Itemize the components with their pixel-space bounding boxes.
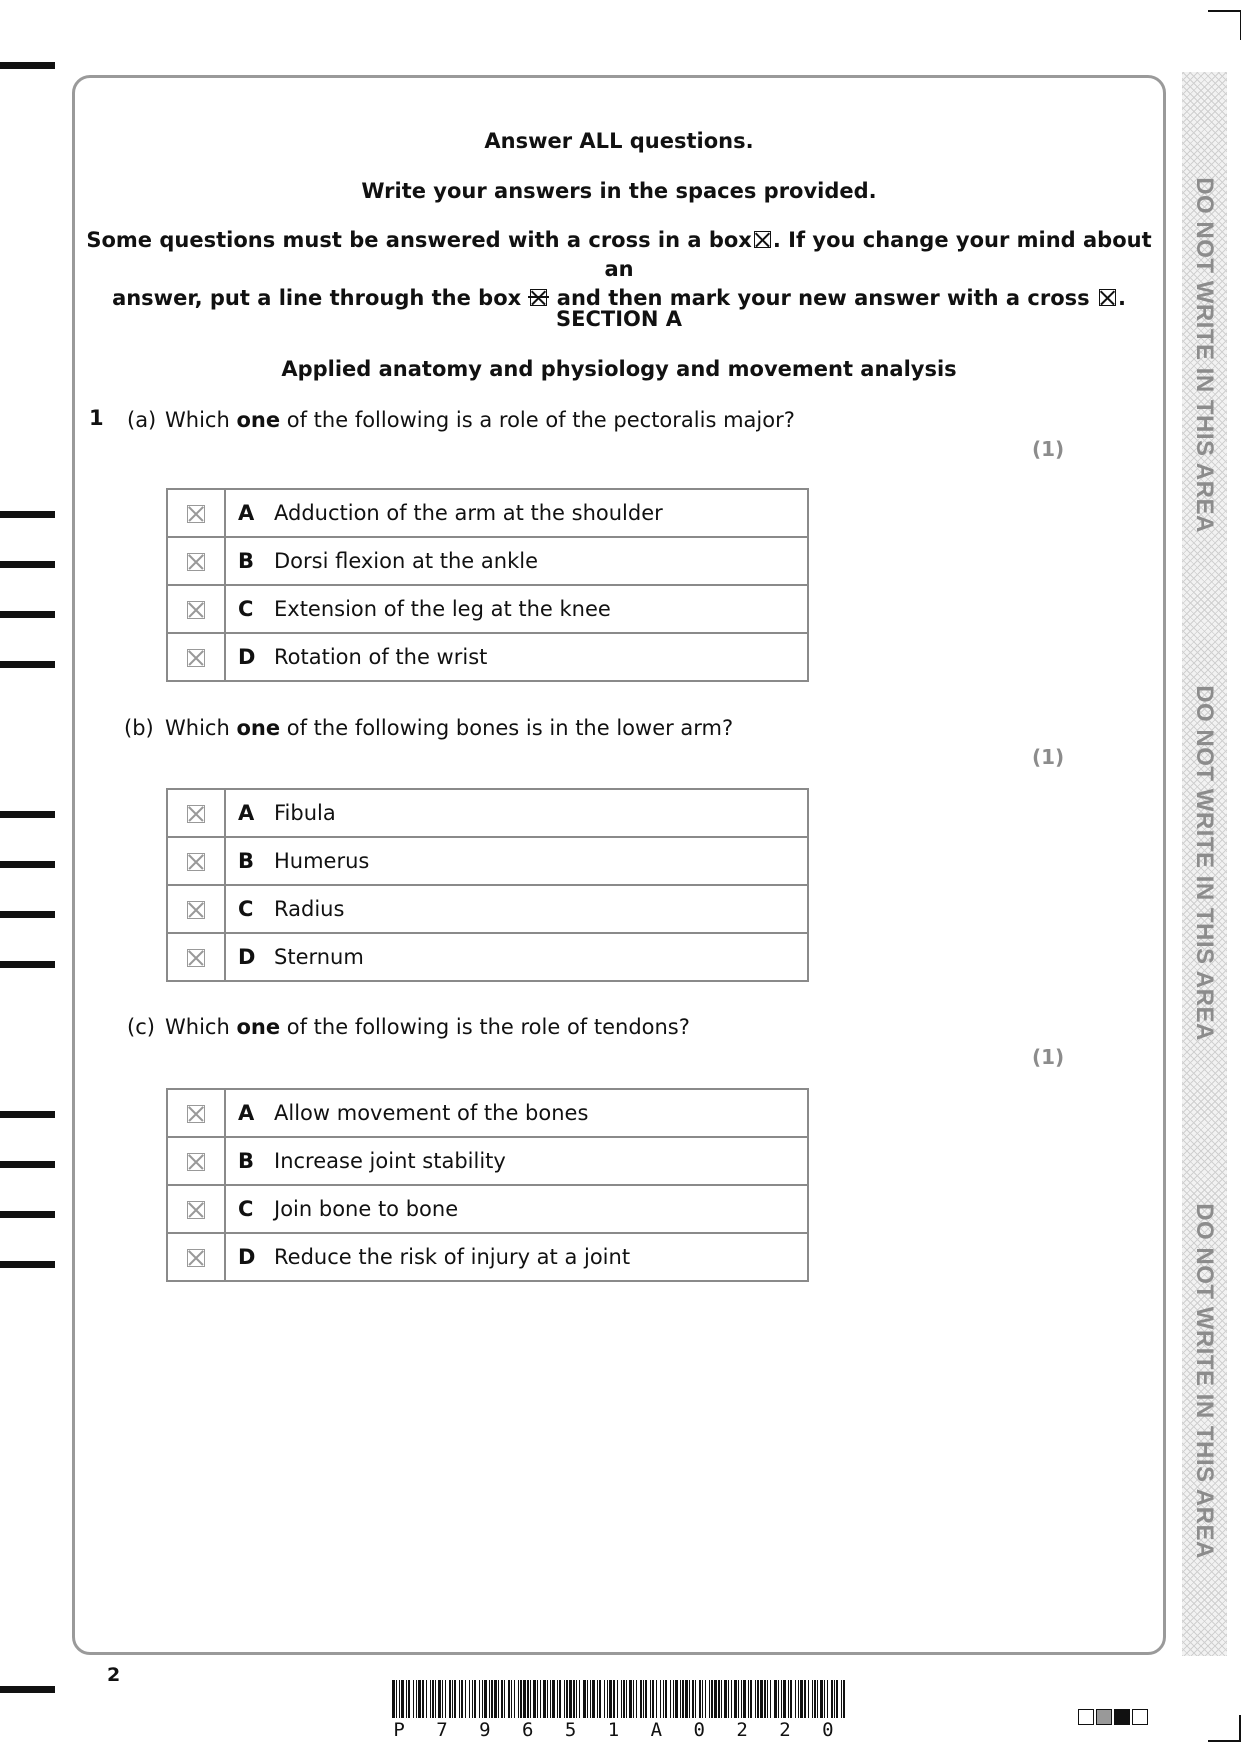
option-text: Increase joint stability [274, 1149, 506, 1173]
crop-mark-top [1208, 10, 1241, 12]
option-row[interactable] [167, 837, 808, 885]
answer-checkbox-icon[interactable] [187, 553, 205, 571]
margin-tick [0, 511, 55, 518]
option-letter: A [238, 501, 255, 525]
answer-checkbox-icon[interactable] [187, 805, 205, 823]
instruction-text: Some questions must be answered with a cross in a box [86, 228, 752, 252]
part-a-label: (a) [127, 408, 157, 432]
part-b-marks: (1) [1032, 745, 1065, 769]
option-row[interactable] [167, 885, 808, 933]
section-title: SECTION A [555, 307, 682, 331]
margin-tick [0, 1686, 55, 1693]
margin-tick [0, 911, 55, 918]
instruction-text: . If you change your mind about an [604, 228, 1152, 281]
option-letter: C [238, 1197, 254, 1221]
option-row[interactable] [167, 537, 808, 585]
registration-marker-white [1132, 1709, 1148, 1725]
option-letter: D [238, 645, 256, 669]
option-row[interactable] [167, 1089, 808, 1137]
cross-box-icon [754, 231, 771, 248]
answer-checkbox-icon[interactable] [187, 949, 205, 967]
margin-tick [0, 611, 55, 618]
margin-tick [0, 1111, 55, 1118]
margin-tick [0, 961, 55, 968]
instruction-text: . [1117, 286, 1126, 310]
instruction-text: answer, put a line through the box [112, 286, 522, 310]
option-text: Dorsi flexion at the ankle [274, 549, 538, 573]
answer-checkbox-icon[interactable] [187, 1105, 205, 1123]
part-a-question: Which one of the following is a role of the pectoralis major? [165, 408, 795, 432]
option-text: Sternum [274, 945, 364, 969]
answer-checkbox-icon[interactable] [187, 1201, 205, 1219]
answer-checkbox-icon[interactable] [187, 505, 205, 523]
cross-box-icon [1099, 289, 1116, 306]
part-b-options [166, 788, 809, 982]
option-row[interactable] [167, 1185, 808, 1233]
option-row[interactable] [167, 1137, 808, 1185]
section-subtitle: Applied anatomy and physiology and movement analysis [281, 357, 957, 381]
margin-tick [0, 1161, 55, 1168]
option-letter: B [238, 1149, 255, 1173]
question-number: 1 [89, 406, 104, 430]
answer-checkbox-icon[interactable] [187, 853, 205, 871]
page-number: 2 [107, 1664, 121, 1686]
option-text: Rotation of the wrist [274, 645, 488, 669]
margin-tick [0, 811, 55, 818]
part-a-options [166, 488, 809, 682]
option-text: Allow movement of the bones [274, 1101, 589, 1125]
part-a-marks: (1) [1032, 437, 1065, 461]
option-letter: A [238, 1101, 255, 1125]
instruction-text: and then mark your new answer with a cross [556, 286, 1090, 310]
part-b-label: (b) [124, 716, 154, 740]
part-b-question: Which one of the following bones is in the lower arm? [165, 716, 734, 740]
option-text: Extension of the leg at the knee [274, 597, 611, 621]
instruction-write-answers: Write your answers in the spaces provided. [361, 179, 877, 203]
option-text: Humerus [274, 849, 370, 873]
margin-tick [0, 861, 55, 868]
option-text: Fibula [274, 801, 336, 825]
margin-tick [0, 561, 55, 568]
option-row[interactable] [167, 585, 808, 633]
part-c-label: (c) [127, 1015, 155, 1039]
option-text: Join bone to bone [274, 1197, 459, 1221]
option-text: Radius [274, 897, 345, 921]
option-letter: C [238, 897, 254, 921]
option-letter: D [238, 945, 256, 969]
part-c-marks: (1) [1032, 1045, 1065, 1069]
margin-tick [0, 661, 55, 668]
registration-marker-white [1078, 1709, 1094, 1725]
registration-marker-black [1114, 1709, 1130, 1725]
struck-cross-box-icon [530, 289, 547, 306]
option-letter: A [238, 801, 255, 825]
option-row[interactable] [167, 1233, 808, 1281]
option-letter: D [238, 1245, 256, 1269]
margin-tick [0, 1261, 55, 1268]
option-row[interactable] [167, 633, 808, 681]
option-row[interactable] [167, 789, 808, 837]
registration-marker-grey [1096, 1709, 1112, 1725]
answer-checkbox-icon[interactable] [187, 1153, 205, 1171]
instruction-cross-box [72, 226, 1166, 313]
answer-checkbox-icon[interactable] [187, 601, 205, 619]
margin-tick [0, 62, 55, 69]
option-letter: C [238, 597, 254, 621]
part-c-question: Which one of the following is the role of tendons? [165, 1015, 690, 1039]
instruction-answer-all: Answer ALL questions. [484, 129, 754, 153]
answer-checkbox-icon[interactable] [187, 1249, 205, 1267]
part-c-options [166, 1088, 809, 1282]
option-row[interactable] [167, 933, 808, 981]
barcode-icon [392, 1680, 845, 1718]
crop-mark-bottom [1208, 1740, 1241, 1742]
option-row[interactable] [167, 489, 808, 537]
option-text: Adduction of the arm at the shoulder [274, 501, 663, 525]
answer-checkbox-icon[interactable] [187, 649, 205, 667]
barcode-number: P 7 9 6 5 1 A 0 2 2 0 [393, 1719, 844, 1741]
option-letter: B [238, 549, 255, 573]
margin-tick [0, 1211, 55, 1218]
option-text: Reduce the risk of injury at a joint [274, 1245, 631, 1269]
option-letter: B [238, 849, 255, 873]
answer-checkbox-icon[interactable] [187, 901, 205, 919]
